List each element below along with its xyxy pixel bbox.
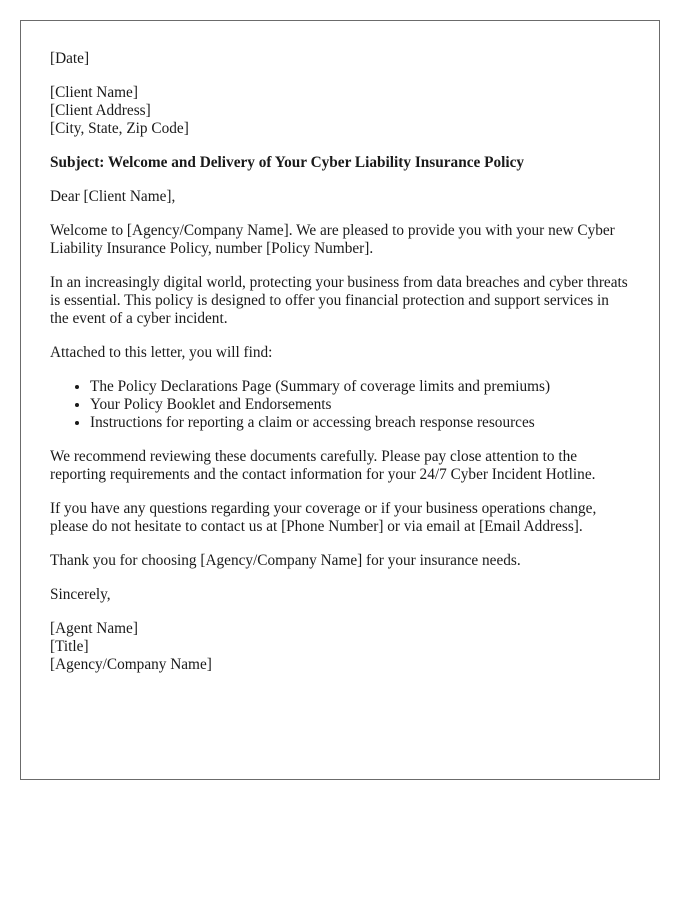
attachments-intro: Attached to this letter, you will find: [50, 344, 273, 361]
questions-paragraph: If you have any questions regarding your coverage or if your business operations change, please do not hesitate to contact us at [Phone Number] or via email at [Email Address]. [50, 500, 597, 535]
letter-date: [Date] [50, 50, 90, 67]
list-item: • Instructions for reporting a claim or accessing breach response resources [90, 414, 631, 432]
recipient-name: [Client Name] [50, 84, 138, 101]
letter-document [20, 20, 660, 780]
list-item: • Your Policy Booklet and Endorsements [90, 396, 631, 414]
subject-line: Subject: Welcome and Delivery of Your Cyber Liability Insurance Policy [50, 154, 525, 171]
recipient-block [50, 84, 631, 138]
signature-agency: [Agency/Company Name] [50, 656, 212, 673]
welcome-paragraph: Welcome to [Agency/Company Name]. We are pleased to provide you with your new Cyber Liability Insurance Policy, number [Policy Number]. [50, 222, 615, 257]
digital-world-paragraph: In an increasingly digital world, protecting your business from data breaches and cyber threats is essential. This policy is designed to offer you financial protection and support services in the event of a cyber incident. [50, 274, 628, 327]
thanks-paragraph: Thank you for choosing [Agency/Company Name] for your insurance needs. [50, 552, 521, 569]
recommend-paragraph: We recommend reviewing these documents carefully. Please pay close attention to the reporting requirements and the contact information for your 24/7 Cyber Incident Hotline. [50, 448, 596, 483]
signature-agent-name: [Agent Name] [50, 620, 138, 637]
closing: Sincerely, [50, 586, 111, 603]
recipient-city-state-zip: [City, State, Zip Code] [50, 120, 189, 137]
signature-block [50, 620, 631, 674]
recipient-address: [Client Address] [50, 102, 151, 119]
list-item: • The Policy Declarations Page (Summary of coverage limits and premiums) [90, 378, 631, 396]
salutation: Dear [Client Name], [50, 188, 176, 205]
signature-title: [Title] [50, 638, 89, 655]
attachments-list [50, 378, 631, 432]
